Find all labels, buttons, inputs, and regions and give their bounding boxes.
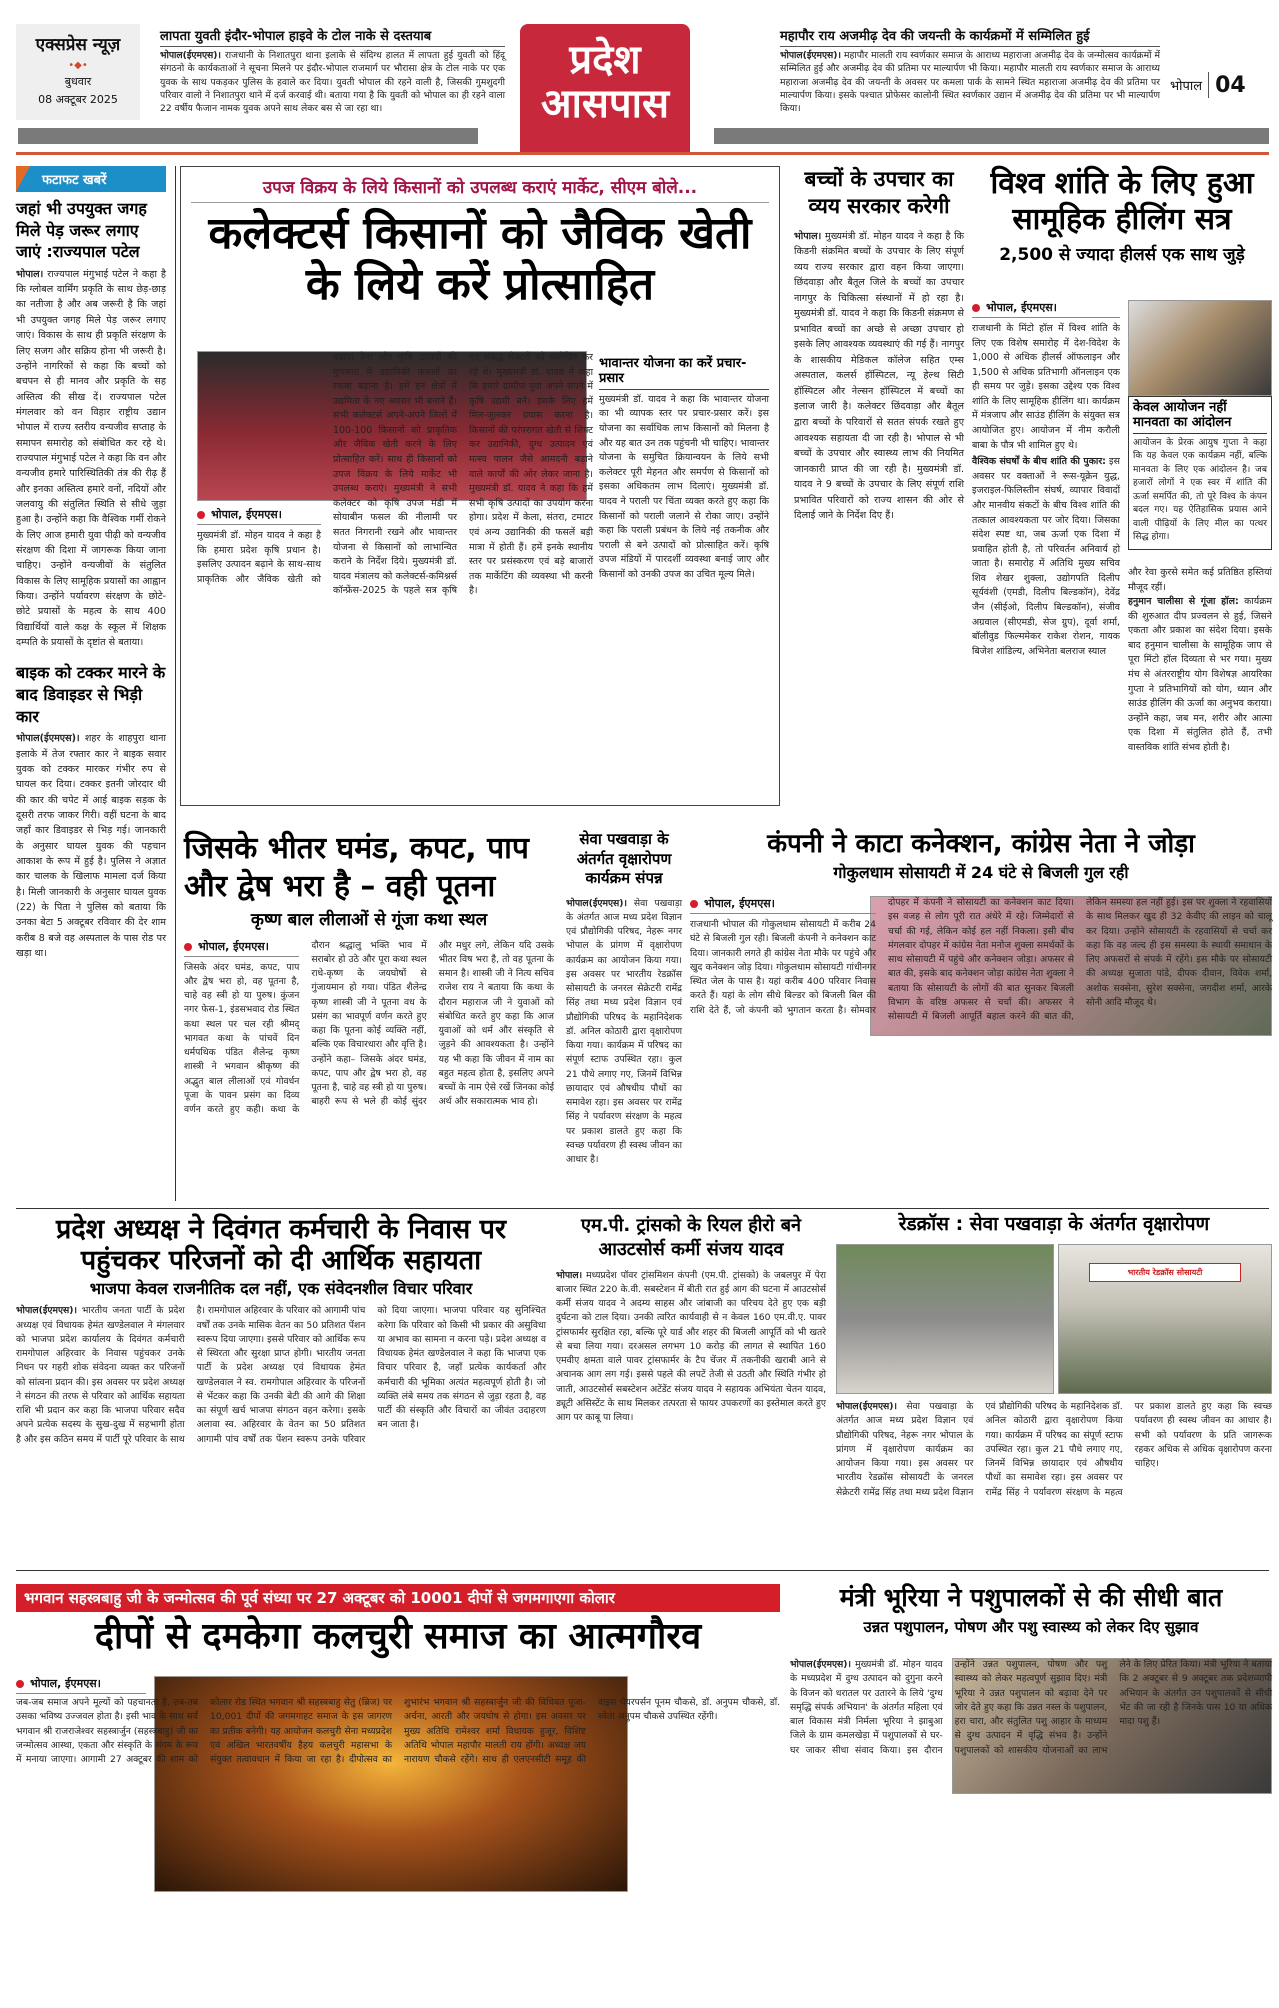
healing-subhead: 2,500 से ज्यादा हीलर्स एक साथ जुड़े [999,245,1245,265]
bjp-headline-2: पहुंचकर परिजनों को दी आर्थिक सहायता [80,1245,482,1277]
bhuria-headline: मंत्री भूरिया ने पशुपालकों से की सीधी बात [839,1583,1223,1612]
issue-date: 08 अक्टूबर 2025 [38,93,118,106]
brief-left-headline: लापता युवती इंदौर-भोपाल हाइवे के टोल नाके से दस्तयाब [160,26,505,47]
healing-box-body: आयोजन के प्रेरक आयुष गुप्ता ने कहा कि यह केवल एक कार्यक्रम नहीं, बल्कि मानवता के लिए एक आंदोलन है। जब हजारों लोगों ने एक स्वर में शांति की ऊर्जा समर्पित की, तो पूरे विश्व के कंपन बदल गए। यह ऐतिहासिक प्रयास आने वाली पीढ़ियों के लिए मील का पत्थर सिद्ध होगा। [1133,437,1267,543]
divider [1208,72,1209,98]
fatafat-story1-headline: जहां भी उपयुक्त जगह मिले पेड़ जरूर लगाए जाएं :राज्यपाल पटेल [16,199,147,262]
brand-name: एक्सप्रेस न्यूज़ [35,35,121,55]
lead-story [180,166,780,806]
fatafat-column [16,166,166,1201]
bhuria-story [790,1584,1272,2008]
healing-para2: वैश्विक संघर्षों के बीच शांति की पुकार: इस अवसर पर वक्ताओं ने रूस-यूक्रेन युद्ध, इजराइल-फिलिस्तीन संघर्ष, व्यापार विवादों और मानवीय संकटों के बीच विश्व शांति की तत्काल आवश्यकता पर जोर दिया। जिसका संदेश स्पष्ट था, जब ऊर्जा एक दिशा में प्रवाहित होती है, तो परिवर्तन अनिवार्य हो जाता है। समारोह में अतिथि मुख्य सचिव शिव शेखर शुक्ला, उद्योगपति दिलीप सूर्यवंशी (एमडी, दिलीप बिल्डकॉन), देवेंद्र जैन (सीईओ, दिलीप बिल्डकॉन), संजीव अग्रवाल (सीएमडी, सेज ग्रुप), दूर्वा शर्मा, बॉलीवुड फिल्ममेकर राकेश रोशन, गायक बिजेश शांडिल्य, अभिनेता बलराज स्याल [972,456,1120,657]
section-badge [520,24,690,152]
kidney-headline: बच्चों के उपचार का व्यय सरकार करेगी [804,167,954,219]
electric-subhead: गोकुलधाम सोसायटी में 24 घंटे से बिजली गुल रही [833,862,1129,882]
section-rule [16,1570,1269,1571]
brief-left [160,26,505,116]
photo-spacer [197,351,321,507]
column-rule [175,166,176,1201]
ornament-icon: •◆• [68,60,88,71]
redcross-headline: रेडक्रॉस : सेवा पखवाड़ा के अंतर्गत वृक्षारोपण [898,1213,1210,1235]
bjp-subhead: भाजपा केवल राजनीतिक दल नहीं, एक संवेदनशील विचार परिवार [89,1279,473,1299]
healing-headline: विश्व शांति के लिए हुआ सामूहिक हीलिंग सत्र [990,166,1254,237]
brand-box [16,24,140,120]
section-title-1: प्रदेश [569,37,641,83]
kalchuri-dateline: भोपाल, ईएमएस। [16,1676,146,1694]
brief-right-body: भोपाल(ईएमएस)। महापौर मालती राय स्वर्णकार समाज के आराध्य महाराजा अजमीढ़ देव के जन्मोत्सव कार्यक्रमों में सम्मिलित हुई और अजमीढ़ देव की प्रतिमा पर माल्यार्पण भी किया। महापौर मालती राय स्वर्णकार समाज के आराध्य महाराजा अजमीढ़ देव की जयन्ती के अवसर पर कमला पार्क के सामने स्थित महाराजा अजमीढ़ देव की प्रतिमा पर माल्यार्पण किया। इसके पश्चात प्रोफेसर कालोनी स्थित स्वर्णकार उद्यान में अजमीढ़ देव की प्रतिमा पर भी माल्यार्पण किया। [780,50,1160,115]
healing-box [1128,396,1272,550]
bjp-story [16,1214,546,1564]
healing-photo [1128,300,1272,396]
lead-body-text: मुख्यमंत्री डॉ. मोहन यादव ने कहा है कि हमारा प्रदेश कृषि प्रधान है। इसलिए उत्पादन बढ़ाने के साथ-साथ प्राकृतिक और जैविक खेती को बढ़ावा देना और कृषि उत्पादों की गुणवत्ता में उद्यानिकी फसलों का रकबा बढ़ाना है। हमें इन क्षेत्रों में उद्यमिता के नए अवसर भी बनाने हैं। सभी कलेक्टर्स अपने-अपने जिलों में 100-100 किसानों को प्राकृतिक और जैविक खेती करने के लिए प्रोत्साहित करें। साथ ही किसानों को उपज विक्रय के लिये मार्केट भी उपलब्ध कराएं। मुख्यमंत्री ने सभी कलेक्टर को कृषि उपज मंडी में सोयाबीन फसल की नीलामी पर सतत निगरानी रखने और भावान्तर योजना से किसानों को लाभान्वित कराने के निर्देश दिये। मुख्यमंत्री डॉ. यादव मंत्रालय को कलेक्टर्स-कमिश्नर्स कॉन्फ्रेंस-2025 के पहले सत्र कृषि एवं संबद्ध सेक्टरों को संबोधित कर रहे थे। मुख्यमंत्री डॉ. यादव ने कहा कि हमारे ग्रामीण युवा अपने सपने में कृषि उद्यमी बनें। इसके लिए हमें मिल-जुलकर प्रयास करना है। किसानों की परंपरागत खेती से शिफ्ट कर उद्यानिकी, दुग्ध उत्पादन एवं मत्स्य पालन जैसे आमदनी बढ़ाने वाले कार्यों की ओर लेकर जाना है। मुख्यमंत्री डॉ. यादव ने कहा कि हमें सभी कृषि उत्पादों का उपयोग करना होगा। प्रदेश में केला, संतरा, टमाटर एवं अन्य उद्यानिकी की फसलें बड़ी मात्रा में होती हैं। हमें इनके स्थानीय स्तर पर प्रसंस्करण एवं बड़े बाजारों तक मार्केटिंग की व्यवस्था भी करनी है। [197,352,593,597]
healing-col1 [972,300,1120,659]
kalchuri-headline: दीपों से दमकेगा कलचुरी समाज का आत्मगौरव [94,1616,702,1657]
healing-para4: हनुमान चालीसा से गूंजा हॉल: कार्यक्रम की शुरुआत दीप प्रज्वलन से हुई, जिसने एकता और प्रकाश का संदेश दिया। इसके बाद हनुमान चालीसा के सामूहिक जाप से पूरा मिंटो हॉल दिव्यता से भर गया। मुख्य मंच से अंतरराष्ट्रीय योग विशेषज्ञ आयरिका गुप्ता ने प्रतिभागियों को योग, ध्यान और साउंड हीलिंग की ऊर्जा का अनुभव कराया। उन्होंने कहा, जब मन, शरीर और आत्मा एक दिशा में संतुलित होते हैं, तभी वास्तविक शांति संभव होती है। [1128,596,1273,753]
lead-headline: कलेक्टर्स किसानों को जैविक खेती के लिये करें प्रोत्साहित [208,208,752,310]
gray-bar-right [714,128,1269,144]
electric-headline: कंपनी ने काटा कनेक्शन, कांग्रेस नेता ने जोड़ा [767,829,1195,859]
issue-day: बुधवार [64,75,92,88]
bullet-icon [197,511,205,519]
bullet-icon [972,304,980,312]
transco-headline: एम.पी. ट्रांसको के रियल हीरो बने आउटसोर्स कर्मी संजय यादव [580,1215,801,1261]
lead-sidebar-title: भावान्तर योजना का करें प्रचार-प्रसार [599,357,769,390]
putna-subhead: कृष्ण बाल लीलाओं से गूंजा कथा स्थल [250,910,488,930]
redcross-photo-planting [1058,1244,1272,1394]
bullet-icon [690,900,698,908]
bhuria-subhead: उन्नत पशुपालन, पोषण और पशु स्वास्थ्य को लेकर दिए सुझाव [863,1617,1199,1636]
gray-bar-left [18,128,478,144]
fatafat-story2-headline: बाइक को टक्कर मारने के बाद डिवाइडर से भिड़ी कार [16,663,166,726]
redcross-banner-text: भारतीय रेडक्रॉस सोसायटी [1089,1263,1241,1282]
electric-body: भोपाल, ईएमएस। राजधानी भोपाल की गोकुलधाम सोसायटी में करीब 24 घंटे से बिजली गुल रही। बिजली कंपनी ने कनेक्शन काट दिया। जानकारी लगते ही कांग्रेस नेता मौके पर पहुंचे और खुद कनेक्शन जोड़ दिया। गोकुलधाम सोसायटी गांधीनगर स्थित जेल के पास है। यहां करीब 400 परिवार निवास करते हैं। यहां के लोग सीधे बिल्डर को बिजली बिल की राशि देते हैं, जो कंपनी को भुगतान करता है। सोमवार दोपहर में कंपनी ने सोसायटी का कनेक्शन काट दिया। इस वजह से लोग पूरी रात अंधेरे में रहे। जिम्मेदारों से चर्चा की गई, लेकिन कोई हल नहीं निकला। इसी बीच मंगलवार दोपहर में कांग्रेस नेता मनोज शुक्ला समर्थकों के साथ सोसायटी में पहुंचे और कनेक्शन जोड़ा। अफसर से बात की, इसके बाद कनेक्शन जोड़ा कांग्रेस नेता शुक्ला ने बताया कि सोसायटी के लोगों की बात सुनकर बिजली विभाग के वरिष्ठ अफसर से चर्चा की। अफसर ने सोसायटी में बिजली आपूर्ति बहाल करने की बात की, लेकिन समस्या हल नहीं हुई। इस पर शुक्ला ने रहवासियों के साथ मिलकर खुद ही 32 केवीए की लाइन को चालू कर दिया। उन्होंने सोसायटी के रहवासियों से चर्चा कर कहा कि वह जल्द ही इस समस्या के स्थायी समाधान के लिए अफसरों से संपर्क में रहेंगे। इस मौके पर सोसायटी की अध्यक्ष सुजाता पांडे, दीपक दीवान, विवेक शर्मा, अशोक सक्सेना, सुरेश सक्सेना, जगदीश शर्मा, आरके सोनी आदि मौजूद थे। [690,897,1272,1022]
healing-col2 [1128,566,1272,756]
kalchuri-body: जब-जब समाज अपने मूल्यों को पहचानता है, तब-तब उसका भविष्य उज्जवल होता है। इसी भाव के साथ सर्व भगवान श्री राजराजेश्वर सहस्त्रार्जुन (सहस्त्रबाहु) जी का जन्मोत्सव आस्था, एकता और संस्कृति के संगम के रूप में मनाया जाएगा। आगामी 27 अक्टूबर की शाम को कोलार रोड स्थित भगवान श्री सहस्त्रबाहु सेतु (ब्रिज) पर 10,001 दीपों की जगमगाहट समाज के इस जागरण का प्रतीक बनेगी। यह आयोजन कलचुरी सेना मध्यप्रदेश एवं अखिल भारतवर्षीय हैहय कलचुरी महासभा के संयुक्त तत्वावधान में किया जा रहा है। दीपोत्सव का शुभारंभ भगवान श्री सहस्त्रार्जुन जी की विधिवत पूजा-अर्चना, आरती और जयघोष से होगा। इस अवसर पर मुख्य अतिथि रामेश्वर शर्मा विधायक हुजूर, विशिष्ट अतिथि भोपाल महापौर मालती राय होंगी। अध्यक्ष जय नारायण चौकसे रहेंगे। साथ ही एलएनसीटी समूह की वाइस चेयरपर्सन पूनम चौकसे, डॉ. अनुपम चौकसे, डॉ. श्वेता अनुपम चौकसे उपस्थित रहेंगी। [16,1697,780,1765]
brief-left-body: भोपाल(ईएमएस)। राजधानी के निशातपुरा थाना इलाके से संदिग्ध हालत में लापता हुई युवती को हिंदू संगठनो के कार्यकताओं ने सूचना मिलने पर इंदौर-भोपाल राजमार्ग पर भौरासा क्षेत्र के टोल नाके पर एक युवक के साथ पकड़कर पुलिस के हवाले कर दिया। युवती भोपाल की रहने वाली है, जिसकी गुमशुदगी परिवार वालो ने निशातपुरा थाने में दर्ज करवाई थी। बताया गया है कि युवती को भोपाल का ही रहने वाला 22 वर्षीय फैजान नामक युवक अपने साथ लेकर बस से जा रहा था। [160,50,506,115]
lead-dateline: भोपाल, ईएमएस। [197,507,321,525]
bjp-body: भोपाल(ईएमएस)। भारतीय जनता पार्टी के प्रदेश अध्यक्ष एवं विधायक हेमंत खण्डेलवाल ने मंगलवार को भाजपा प्रदेश कार्यालय के दिवंगत कर्मचारी रामगोपाल अहिरवार के निवास पहुंचकर उनके निधन पर गहरी शोक संवेदना व्यक्त कर परिजनों को सांत्वना प्रदान की। इस अवसर पर प्रदेश अध्यक्ष ने संगठन की तरफ से परिवार को आर्थिक सहायता राशि भी प्रदान कर कहा कि भाजपा परिवार सदैव अपने प्रत्येक सदस्य के सुख-दुख में सहभागी होता है और इस कठिन समय में पार्टी पूरे परिवार के साथ है। रामगोपाल अहिरवार के परिवार को आगामी पांच वर्षों तक उनके मासिक वेतन का 50 प्रतिशत पेंशन स्वरूप दिया जाएगा। इससे परिवार को आर्थिक रूप से स्थिरता और सुरक्षा प्राप्त होगी। भारतीय जनता पार्टी के प्रदेश अध्यक्ष एवं विधायक हेमंत खण्डेलवाल ने स्व. रामगोपाल अहिरवार के परिजनों से भेंटकर कहा कि उनकी बेटी की आगे की शिक्षा का संपूर्ण खर्च भाजपा संगठन वहन करेगा। इसके अलावा स्व. अहिरवार के वेतन का 50 प्रतिशत आगामी पांच वर्षों तक पेंशन स्वरूप उनके परिवार को दिया जाएगा। भाजपा परिवार यह सुनिश्चित करेगा कि परिवार को किसी भी प्रकार की असुविधा या अभाव का सामना न करना पड़े। प्रदेश अध्यक्ष व विधायक हेमंत खण्डेलवाल ने कहा कि भाजपा एक विचार परिवार है, जहाँ प्रत्येक कार्यकर्ता और कर्मचारी की भूमिका अत्यंत महत्वपूर्ण होती है। जो व्यक्ति लंबे समय तक संगठन से जुड़ा रहता है, वह पार्टी की संस्कृति और विचारों का जीवंत उदाहरण बन जाता है। [16,1305,546,1445]
putna-story [184,830,554,1200]
putna-headline: जिसके भीतर घमंड, कपट, पाप और द्वेष भरा है – वही पूतना [184,831,529,904]
bullet-icon [16,1680,24,1688]
orange-rule [16,152,1269,155]
putna-body: भोपाल, ईएमएस। जिसके अंदर घमंड, कपट, पाप और द्वेष भरा हो, वह पूतना है, चाहे वह स्त्री हो या पुरुष। कुंजन नगर फेस-1, इंडसभवाद रोड स्थित कथा स्थल पर चल रही श्रीमद् भागवत कथा के पांचवें दिन धर्मपथिक पंडित शैलेन्द्र कृष्ण शास्त्री ने भगवान श्रीकृष्ण की अद्भुत बाल लीलाओं एवं गोवर्धन पूजा के पावन प्रसंग का दिव्य वर्णन करते हुए कही। कथा के दौरान श्रद्धालु भक्ति भाव में सराबोर हो उठे और पूरा कथा स्थल राधे-कृष्ण के जयघोषों से गुंजायमान हो गया। पंडित शैलेन्द्र कृष्ण शास्त्री जी ने पूतना वध के प्रसंग का भावपूर्ण वर्णन करते हुए कहा कि पूतना कोई व्यक्ति नहीं, बल्कि एक विचारधारा और वृत्ति है। उन्होंने कहा– जिसके अंदर घमंड, कपट, पाप और द्वेष भरा हो, वह पूतना है, चाहे वह स्त्री हो या पुरुष। बाहरी रूप से भले ही कोई सुंदर और मधुर लगे, लेकिन यदि उसके भीतर विष भरा है, तो वह पूतना के समान है। शास्त्री जी ने नित्य सचिव राजेश राय ने बताया कि कथा के दौरान महाराज जी ने युवाओं को संबोधित करते हुए कहा कि आज युवाओं को धर्म और संस्कृति से जुड़ने की आवश्यकता है। उन्होंने यह भी कहा कि जीवन में नाम का बहुत महत्व होता है, इसलिए अपने बच्चों के नाम ऐसे रखें जिनका कोई अर्थ और सकारात्मक भाव हो। [184,939,554,1116]
section-rule [16,1208,1269,1209]
healing-para3: और रेवा कुरसे समेत कई प्रतिष्ठित हस्तियां मौजूद रहीं। [1128,567,1272,593]
section-title-2: आसपास [540,81,670,127]
lead-sidebar-body: मुख्यमंत्री डॉ. यादव ने कहा कि भावान्तर योजना का भी व्यापक स्तर पर प्रचार-प्रसार करें। इस योजना का सर्वाधिक लाभ किसानों को मिलना है और यह बात उन तक पहुंचनी भी चाहिए। भावान्तर योजना के समुचित क्रियान्वयन के लिये सभी कलेक्टर पूरी मेहनत और समर्पण से किसानों को इसका अधिकतम लाभ दिलाएं। मुख्यमंत्री डॉ. यादव ने पराली पर चिंता व्यक्त करते हुए कहा कि किसानों को पराली जलाने से रोका जाए। उन्होंने कहा कि पराली प्रबंधन के लिये नई तकनीक और पराली से बने उत्पादों को प्रोत्साहित करें। कृषि उपज मंडियों में पारदर्शी व्यवस्था बनाई जाए और किसानों को उनकी उपज का उचित मूल्य मिले। [599,393,769,580]
page-city: भोपाल [1170,79,1203,94]
redcross-story [836,1214,1272,1564]
redcross-body: भोपाल(ईएमएस)। सेवा पखवाड़ा के अंतर्गत आज मध्य प्रदेश विज्ञान एवं प्रौद्योगिकी परिषद, नेहरू नगर भोपाल के प्रांगण में वृक्षारोपण कार्यक्रम का आयोजन किया गया। इस अवसर पर भारतीय रेडक्रॉस सोसायटी के जनरल सेक्रेटरी रामेंद्र सिंह तथा मध्य प्रदेश विज्ञान एवं प्रौद्योगिकी परिषद के महानिदेशक डॉ. अनिल कोठारी द्वारा वृक्षारोपण किया गया। कार्यक्रम में परिषद का संपूर्ण स्टाफ उपस्थित रहा। कुल 21 पौधे लगाए गए, जिनमें विभिन्न छायादार एवं औषधीय पौधों का समावेश रहा। इस अवसर पर रामेंद्र सिंह ने पर्यावरण संरक्षण के महत्व पर प्रकाश डालते हुए कहा कि स्वच्छ पर्यावरण ही स्वस्थ जीवन का आधार है। सभी को पर्यावरण के प्रति जागरूक रहकर अधिक से अधिक वृक्षारोपण करना चाहिए। [836,1401,1272,1498]
kidney-story [794,166,964,806]
putna-dateline: भोपाल, ईएमएस। [184,939,299,957]
fatafat-story2-body: भोपाल(ईएमएस)। शहर के शाहपुरा थाना इलाके में तेज रफ्तार कार ने बाइक सवार युवक को टक्कर मारकर गंभीर रुप से घायल कर दिया। टक्कर इतनी जोरदार थी की कार की चपेट में आई बाइक सड़क के दूसरी तरफ जाकर गिरी। वहीं घटना के बाद जहाँ कार डिवाइडर से भिड़ गई। जानकारी के अनुसार घायल युवक की पहचान आकाश के रूप में हुई है। पुलिस ने अज्ञात कार चालक के खिलाफ मामला दर्ज किया है। मिली जानकारी के अनुसार घायल युवक (22) के पिता ने पुलिस को बताया कि उनका बेटा 5 अक्टूबर रविवार की देर शाम करीब 8 बजे वह अस्पताल के पास रोड पर खड़ा था। [16,733,166,959]
fatafat-story1-body: भोपाल। राज्यपाल मंगुभाई पटेल ने कहा है कि ग्लोबल वार्मिंग प्रकृति के साथ छेड़-छाड़ का नतीजा है और अब जरूरी है कि जहां भी उपयुक्त जगह मिले पेड़ जरूर लगाए जाएं। विकास के साथ ही प्रकृति संरक्षण के लिए सजग और सक्रिय होना भी जरूरी है। उन्होंने नागरिकों से कहा कि बच्चों को बचपन से ही मानव और प्रकृति के सह अस्तित्व की सीख दें। राज्यपाल पटेल मंगलवार को वन विहार राष्ट्रीय उद्यान भोपाल में राज्य स्तरीय वन्यजीव सप्ताह के समापन समारोह को संबोधित कर रहे थे। राज्यपाल मंगुभाई पटेल ने कहा कि वन और वन्यजीव हमारे पारिस्थितिकी तंत्र की रीढ़ हैं और इनका अस्तित्व हमारे वनों, नदियों और जलवायु की संतुलित स्थिति से सीधे जुड़ा हुआ है। उन्होंने कहा कि वैश्विक गर्मी रोकने के लिए आज हमारी युवा पीढ़ी को वन्यजीव संरक्षण की दिशा में जागरूक किया जाना चाहिए। उन्होंने वन्यजीवों के संतुलित विकास के लिए सामूहिक प्रयासों का आह्वान किया। उन्होंने पर्यावरण संरक्षण के छोटे-छोटे प्रयासों के महत्व के साथ 400 विद्यार्थियों वाले कक्ष के स्कूल में शिक्षक दम्पति के प्रयासों के दृष्टांत से बताया। [16,268,166,649]
sewa-body: भोपाल(ईएमएस)। सेवा पखवाड़ा के अंतर्गत आज मध्य प्रदेश विज्ञान एवं प्रौद्योगिकी परिषद, नेहरू नगर भोपाल के प्रांगण में वृक्षारोपण कार्यक्रम का आयोजन किया गया। इस अवसर पर भारतीय रेडक्रॉस सोसायटी के जनरल सेक्रेटरी रामेंद्र सिंह तथा मध्य प्रदेश विज्ञान एवं प्रौद्योगिकी परिषद के महानिदेशक डॉ. अनिल कोठारी द्वारा वृक्षारोपण किया गया। कार्यक्रम में परिषद का संपूर्ण स्टाफ उपस्थित रहा। कुल 21 पौधे लगाए गए, जिनमें विभिन्न छायादार एवं औषधीय पौधों का समावेश रहा। इस अवसर पर रामेंद्र सिंह ने पर्यावरण संरक्षण के महत्व पर प्रकाश डालते हुए कहा कि स्वच्छ पर्यावरण ही स्वस्थ जीवन का आधार है। [566,897,682,1165]
transco-body: भोपाल। मध्यप्रदेश पॉवर ट्रांसमिशन कंपनी (एम.पी. ट्रांसको) के जबलपुर में पेरा बाजार स्थित 220 के.वी. सबस्टेशन में बीती रात हुई आग की घटना में आउटसोर्स कर्मी संजय यादव ने अदम्य साहस और जांबाजी का परिचय देते हुए एक बड़ी दुर्घटना को टाल दिया। उनकी त्वरित कार्यवाही से न केवल 160 एम.वी.ए. पावर ट्रांसफार्मर सुरक्षित रहा, बल्कि पूरे यार्ड और शहर की बिजली आपूर्ति को भी खतरे से बचा लिया गया। दरअसल लगभग 10 करोड़ की लागत से स्थापित 160 एमवीए क्षमता वाले पावर ट्रांसफार्मर के टैप चेंजर में तकनीकी खराबी आने से अचानक आग लग गई। इससे पहले की लपटें तेजी से उठती और स्थिति गंभीर हो जाती, आउटसोर्स सबस्टेशन अटेंडेंट संजय यादव ने सहायक अभियंता चेतन यादव, ड्यूटी असिस्टेंट के साथ मिलकर तत्परता से फायर उपकरणों का इस्तेमाल करते हुए आग पर काबू पा लिया। [556,1269,827,1424]
lead-body [197,351,593,791]
kalchuri-banner: भगवान सहस्त्रबाहु जी के जन्मोत्सव की पूर्व संध्या पर 27 अक्टूबर को 10001 दीपों से जगमगाएगा कोलार [16,1584,780,1612]
bjp-headline-1: प्रदेश अध्यक्ष ने दिवंगत कर्मचारी के निवास पर [56,1214,506,1245]
healing-box-title: केवल आयोजन नहीं मानवता का आंदोलन [1133,401,1267,434]
masthead [0,0,1279,160]
bullet-icon [184,943,192,951]
page-number: 04 [1215,72,1246,98]
page-marker [1170,70,1265,100]
sewa-story [566,830,682,1200]
kalchuri-col1 [16,1676,146,1698]
kidney-body: भोपाल। मुख्यमंत्री डॉ. मोहन यादव ने कहा है कि किडनी संक्रमित बच्चों के उपचार के लिए संपूर्ण व्यय राज्य सरकार द्वारा वहन किया जाएगा। छिंदवाड़ा और बैतूल जिले के बच्चों का उपचार नागपुर के चिकित्सा संस्थानों में हो रहा है। मुख्यमंत्री डॉ. यादव ने कहा कि किडनी संक्रमण से प्रभावित बच्चों का अच्छे से अच्छा उपचार हो इसके लिए आवश्यक व्यवस्थाएं की गई हैं। नागपुर के शासकीय मेडिकल कॉलेज सहित एम्स अस्पताल, कलर्स हॉस्पिटल, न्यू हेल्थ सिटी हॉस्पिटल और नेल्सन हॉस्पिटल में बच्चों का इलाज जारी है। कलेक्टर छिंदवाड़ा और बैतूल द्वारा बच्चों के परिवारों से सतत संपर्क रखते हुए आवश्यक सहायता दी जा रही है। भोपाल से भी बच्चों के उपचार और स्वास्थ्य लाभ की नियमित जानकारी प्राप्त की जा रही है। मुख्यमंत्री डॉ. यादव ने 9 बच्चों के उपचार के लिए संपूर्ण राशि प्रभावित परिवारों को राज्य शासन की ओर से दिलाई जाने के निर्देश दिए हैं। [794,230,964,522]
bhuria-body: भोपाल(ईएमएस)। मुख्यमंत्री डॉ. मोहन यादव के मध्यप्रदेश में दुग्ध उत्पादन को दुगुना करने के विजन को धरातल पर उतारने के लिये 'दुग्ध समृद्धि संपर्क अभियान' के अंतर्गत महिला एवं बाल विकास मंत्री निर्मला भूरिया ने झाबुआ जिले के ग्राम कमलखेड़ा में पशुपालकों से घर-घर जाकर सीधा संवाद किया। इस दौरान उन्होंने उन्नत पशुपालन, पोषण और पशु स्वास्थ्य को लेकर महत्वपूर्ण सुझाव दिए। मंत्री भूरिया ने उन्नत पशुपालन को बढ़ावा देने पर जोर देते हुए कहा कि उन्नत नस्ल के पशुपालन, हरा चारा, और संतुलित पशु आहार के माध्यम से दुग्ध उत्पादन में वृद्धि संभव है। उन्होंने पशुपालकों को शासकीय योजनाओं का लाभ लेने के लिए प्रेरित किया। मंत्री भूरिया ने बताया कि 2 अक्टूबर से 9 अक्टूबर तक प्रदेशव्यापी अभियान के अंतर्गत उन पशुपालकों से सीधी भेंट की जा रही है जिनके पास 10 या अधिक मादा पशु हैं। [790,1659,1272,1756]
sewa-headline: सेवा पखवाड़ा के अंतर्गत वृक्षारोपण कार्यक्रम संपन्न [576,830,672,887]
transco-story [556,1214,826,1564]
lead-kicker: उपज विक्रय के लिये किसानों को उपलब्ध कराएं मार्केट, सीएम बोले... [191,175,769,203]
brief-right-headline: महापौर राय अजमीढ़ देव की जयन्ती के कार्यक्रमों में सम्मिलित हुई [780,26,1160,47]
fatafat-label: फटाफट खबरें [16,166,166,192]
electric-dateline: भोपाल, ईएमएस। [690,896,876,914]
healing-dateline: भोपाल, ईएमएस। [972,300,1120,318]
redcross-photo-group [836,1244,1054,1394]
electric-story [690,830,1272,1200]
brief-right [780,26,1160,116]
lead-sidebar [599,357,769,582]
healing-body: राजधानी के मिंटो हॉल में विश्व शांति के लिए एक विशेष समारोह में देश-विदेश के 1,000 से अधिक हीलर्स ऑफलाइन और 1,500 से अधिक प्रतिभागी ऑनलाइन एक ही समय पर जुड़े। इसका उद्देश्य एक विश्व शांति के लिए सामूहिक हीलिंग था। कार्यक्रम में मंत्रजाप और साउंड हीलिंग के संयुक्त सत्र आयोजित हुए। आयोजन में नीम करौली बाबा के पौत्र भी शामिल हुए थे। [972,323,1120,451]
label-flag-icon [16,166,30,192]
healing-story [972,166,1272,806]
kalchuri-story [16,1584,780,2008]
